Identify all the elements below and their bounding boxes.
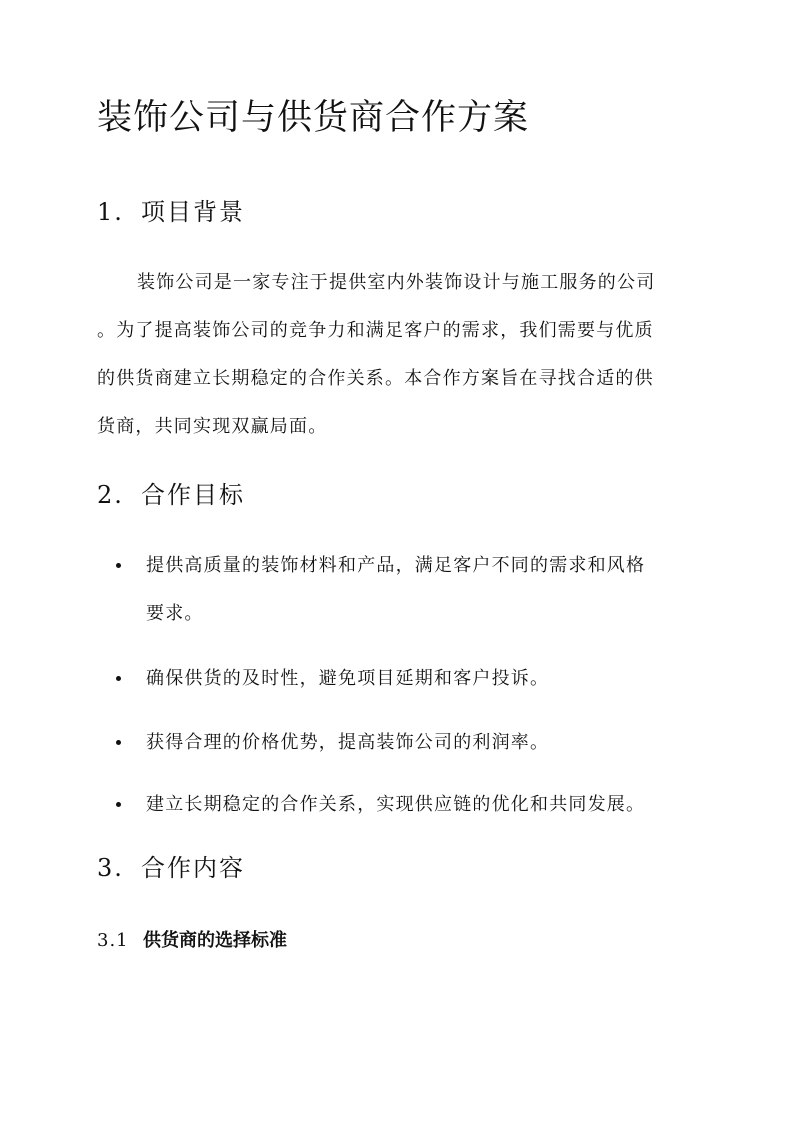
list-item [116,719,549,767]
paragraph-line: 。为了提高装饰公司的竞争力和满足客户的需求，我们需要与优质 [97,320,654,341]
bullet-icon [116,563,121,568]
list-item-line: 确保供货的及时性，避免项目延期和客户投诉。 [146,668,550,689]
section-heading-goals [97,477,245,513]
list-item [116,655,549,703]
section-title: 合作目标 [141,481,245,509]
section-number: 1. [97,198,124,226]
section-heading-content [97,850,245,886]
bullet-icon [116,740,121,745]
paragraph-line: 装饰公司是一家专注于提供室内外装饰设计与施工服务的公司 [137,272,656,293]
subsection-heading [97,926,287,956]
bullet-icon [116,802,121,807]
list-item-line: 建立长期稳定的合作关系，实现供应链的优化和共同发展。 [146,794,646,815]
page-title: 装饰公司与供货商合作方案 [97,98,530,138]
bullet-icon [116,676,121,681]
paragraph-line: 货商，共同实现双赢局面。 [97,416,328,437]
paragraph-line: 的供货商建立长期稳定的合作关系。本合作方案旨在寻找合适的供 [97,368,654,389]
subsection-title: 供货商的选择标准 [143,930,287,951]
section-title: 合作内容 [141,854,245,882]
list-item-line: 提供高质量的装饰材料和产品，满足客户不同的需求和风格 [146,555,646,576]
list-item-line: 要求。 [146,603,204,624]
section-number: 3. [97,854,124,882]
background-paragraph [97,259,701,451]
list-item-line: 获得合理的价格优势，提高装饰公司的利润率。 [146,732,550,753]
section-title: 项目背景 [141,198,245,226]
section-heading-background [97,194,245,230]
section-number: 2. [97,481,124,509]
subsection-number: 3.1 [97,930,129,951]
list-item [116,781,645,829]
list-item [116,542,645,638]
